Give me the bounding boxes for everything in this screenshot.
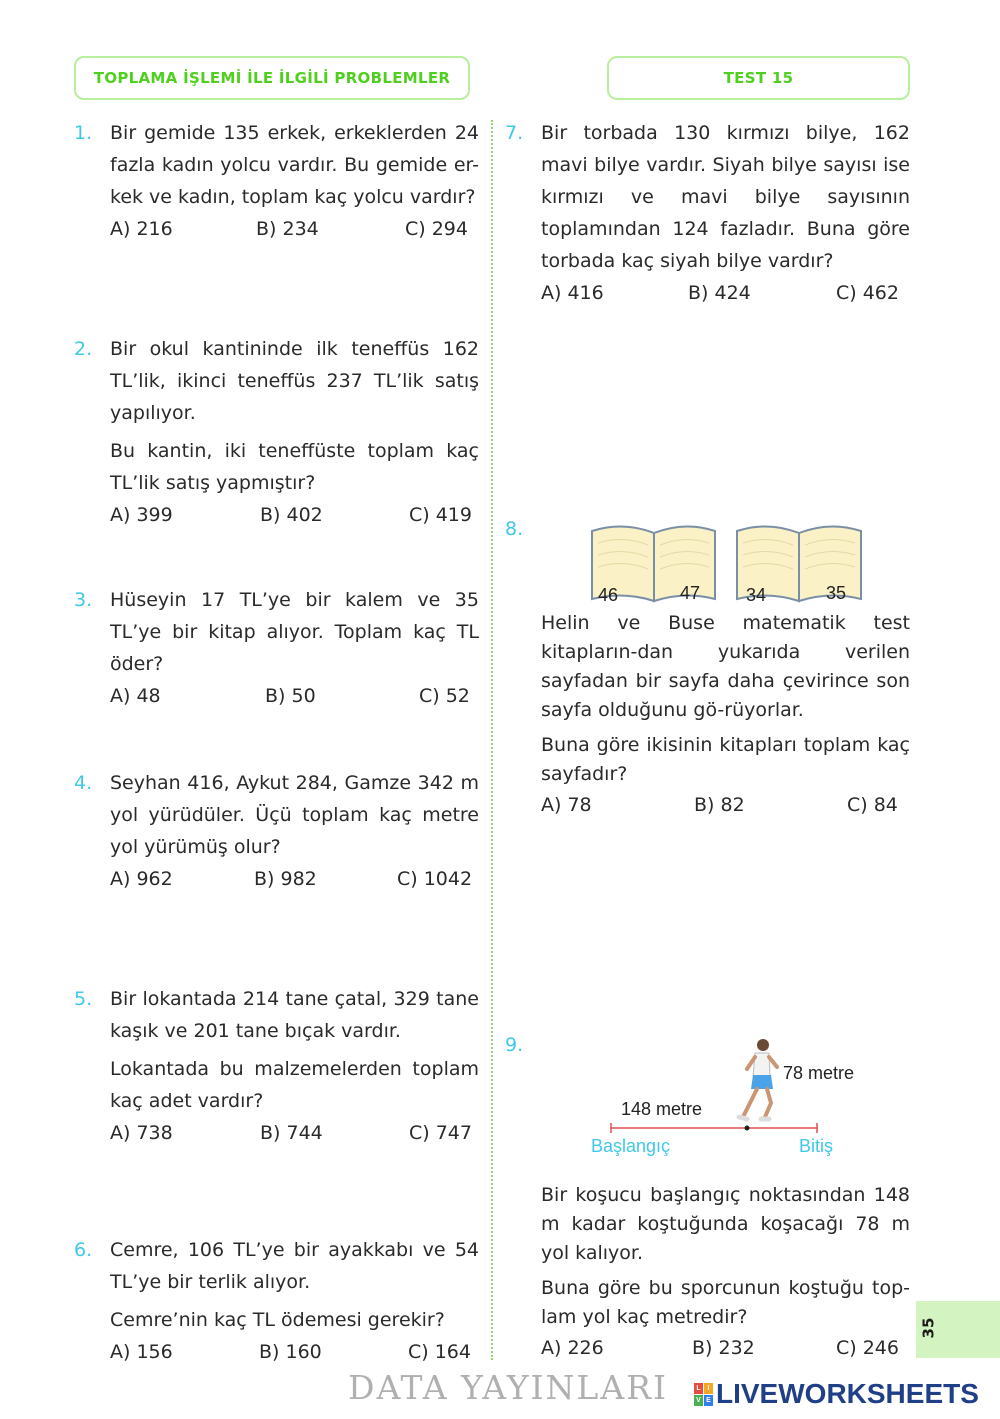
option-a[interactable]: A) 78 bbox=[541, 794, 592, 816]
question-number: 8. bbox=[505, 518, 524, 540]
option-a[interactable]: A) 399 bbox=[110, 504, 173, 526]
option-b[interactable]: B) 234 bbox=[256, 218, 319, 240]
question-text: Helin ve Buse matematik test kitapların-dan yukarıda verilen sayfadan bir sayfa daha çevirince son sayfa olduğunu gö-rüyorlar. bbox=[541, 612, 910, 721]
question-text: Bir koşucu başlangıç noktasından 148 m kadar koştuğunda koşacağı 78 m yol kalıyor. bbox=[541, 1184, 910, 1264]
answer-options bbox=[110, 863, 479, 895]
question-prompt: Bu kantin, iki teneffüste toplam kaç TL’lik satış yapmıştır? bbox=[110, 440, 479, 494]
liveworksheets-logo-icon: L I V E bbox=[694, 1383, 713, 1406]
page-number-47: 47 bbox=[680, 583, 701, 603]
option-b[interactable]: B) 160 bbox=[259, 1341, 322, 1363]
question-text: Cemre, 106 TL’ye bir ayakkabı ve 54 TL’ye bir terlik alıyor. bbox=[110, 1239, 479, 1293]
page-number-35: 35 bbox=[826, 583, 847, 603]
runner-icon bbox=[739, 1039, 777, 1119]
question-prompt: Buna göre bu sporcunun koştuğu top-lam yol kaç metredir? bbox=[541, 1277, 910, 1328]
option-b[interactable]: B) 402 bbox=[260, 504, 323, 526]
question-text: Bir gemide 135 erkek, erkeklerden 24 fazla kadın yolcu vardır. Bu gemide er-kek ve kadın, toplam kaç yolcu vardır? bbox=[110, 122, 479, 208]
page-number-tab bbox=[916, 1301, 1000, 1358]
answer-options bbox=[541, 789, 910, 821]
page-number-34: 34 bbox=[746, 585, 767, 605]
answer-options bbox=[110, 680, 479, 712]
question-number: 1. bbox=[74, 122, 93, 144]
runner-figure bbox=[587, 1033, 887, 1163]
option-a[interactable]: A) 416 bbox=[541, 282, 604, 304]
page-number: 35 bbox=[919, 1317, 938, 1339]
option-a[interactable]: A) 738 bbox=[110, 1122, 173, 1144]
question-number: 4. bbox=[74, 772, 93, 794]
question-text: Bir torbada 130 kırmızı bilye, 162 mavi bilye vardır. Siyah bilye sayısı ise kırmızı ve mavi bilye sayısının toplamından 124 fazladır. Buna göre torbada kaç siyah bilye vardır? bbox=[541, 122, 910, 272]
question-number: 7. bbox=[505, 122, 524, 144]
question-number: 9. bbox=[505, 1034, 524, 1056]
runner-position-dot bbox=[745, 1126, 750, 1131]
option-a[interactable]: A) 48 bbox=[110, 685, 161, 707]
question-text: Seyhan 416, Aykut 284, Gamze 342 m yol yürüdüler. Üçü toplam kaç metre yol yürümüş olur? bbox=[110, 772, 479, 858]
option-c[interactable]: C) 246 bbox=[836, 1337, 899, 1359]
option-b[interactable]: B) 424 bbox=[688, 282, 751, 304]
answer-options bbox=[110, 213, 479, 245]
question-9 bbox=[505, 1029, 910, 1369]
section-title: TOPLAMA İŞLEMİ İLE İLGİLİ PROBLEMLER bbox=[74, 56, 470, 100]
question-number: 2. bbox=[74, 338, 93, 360]
column-divider bbox=[491, 120, 493, 1360]
answer-options bbox=[110, 499, 479, 531]
start-label: Başlangıç bbox=[591, 1136, 671, 1156]
question-text: Hüseyin 17 TL’ye bir kalem ve 35 TL’ye bir kitap alıyor. Toplam kaç TL öder? bbox=[110, 589, 479, 675]
option-b[interactable]: B) 82 bbox=[694, 794, 745, 816]
option-b[interactable]: B) 50 bbox=[265, 685, 316, 707]
publisher-watermark: DATA YAYINLARI bbox=[348, 1368, 669, 1407]
option-b[interactable]: B) 982 bbox=[254, 868, 317, 890]
test-title: TEST 15 bbox=[607, 56, 910, 100]
question-text: Bir okul kantininde ilk teneffüs 162 TL’lik, ikinci teneffüs 237 TL’lik satış yapılıyor. bbox=[110, 338, 479, 424]
brand-name: LIVEWORKSHEETS bbox=[716, 1378, 979, 1409]
option-c[interactable]: C) 419 bbox=[409, 504, 472, 526]
question-prompt: Cemre’nin kaç TL ödemesi gerekir? bbox=[110, 1309, 445, 1331]
option-c[interactable]: C) 164 bbox=[408, 1341, 471, 1363]
book-2 bbox=[737, 526, 861, 605]
option-a[interactable]: A) 156 bbox=[110, 1341, 173, 1363]
finish-label: Bitiş bbox=[799, 1136, 834, 1156]
option-c[interactable]: C) 84 bbox=[847, 794, 898, 816]
option-b[interactable]: B) 744 bbox=[260, 1122, 323, 1144]
liveworksheets-brand[interactable] bbox=[694, 1378, 979, 1410]
page-number-46: 46 bbox=[598, 585, 619, 605]
question-number: 6. bbox=[74, 1239, 93, 1261]
question-text: Bir lokantada 214 tane çatal, 329 tane kaşık ve 201 tane bıçak vardır. bbox=[110, 988, 479, 1042]
question-number: 5. bbox=[74, 988, 93, 1010]
option-a[interactable]: A) 962 bbox=[110, 868, 173, 890]
question-prompt: Lokantada bu malzemelerden toplam kaç adet vardır? bbox=[110, 1058, 479, 1112]
option-a[interactable]: A) 216 bbox=[110, 218, 173, 240]
option-c[interactable]: C) 462 bbox=[836, 282, 899, 304]
question-prompt: Buna göre ikisinin kitapları toplam kaç sayfadır? bbox=[541, 734, 910, 785]
option-c[interactable]: C) 52 bbox=[419, 685, 470, 707]
question-8 bbox=[505, 513, 910, 843]
option-b[interactable]: B) 232 bbox=[692, 1337, 755, 1359]
option-c[interactable]: C) 1042 bbox=[397, 868, 473, 890]
run-distance-label: 148 metre bbox=[621, 1099, 703, 1119]
answer-options bbox=[110, 1336, 479, 1368]
answer-options bbox=[541, 1332, 910, 1364]
remaining-distance-label: 78 metre bbox=[783, 1063, 855, 1083]
answer-options bbox=[110, 1117, 479, 1149]
option-a[interactable]: A) 226 bbox=[541, 1337, 604, 1359]
book-1 bbox=[592, 526, 715, 605]
option-c[interactable]: C) 294 bbox=[405, 218, 468, 240]
question-number: 3. bbox=[74, 589, 93, 611]
answer-options bbox=[541, 277, 910, 309]
open-books-figure bbox=[588, 521, 870, 607]
option-c[interactable]: C) 747 bbox=[409, 1122, 472, 1144]
